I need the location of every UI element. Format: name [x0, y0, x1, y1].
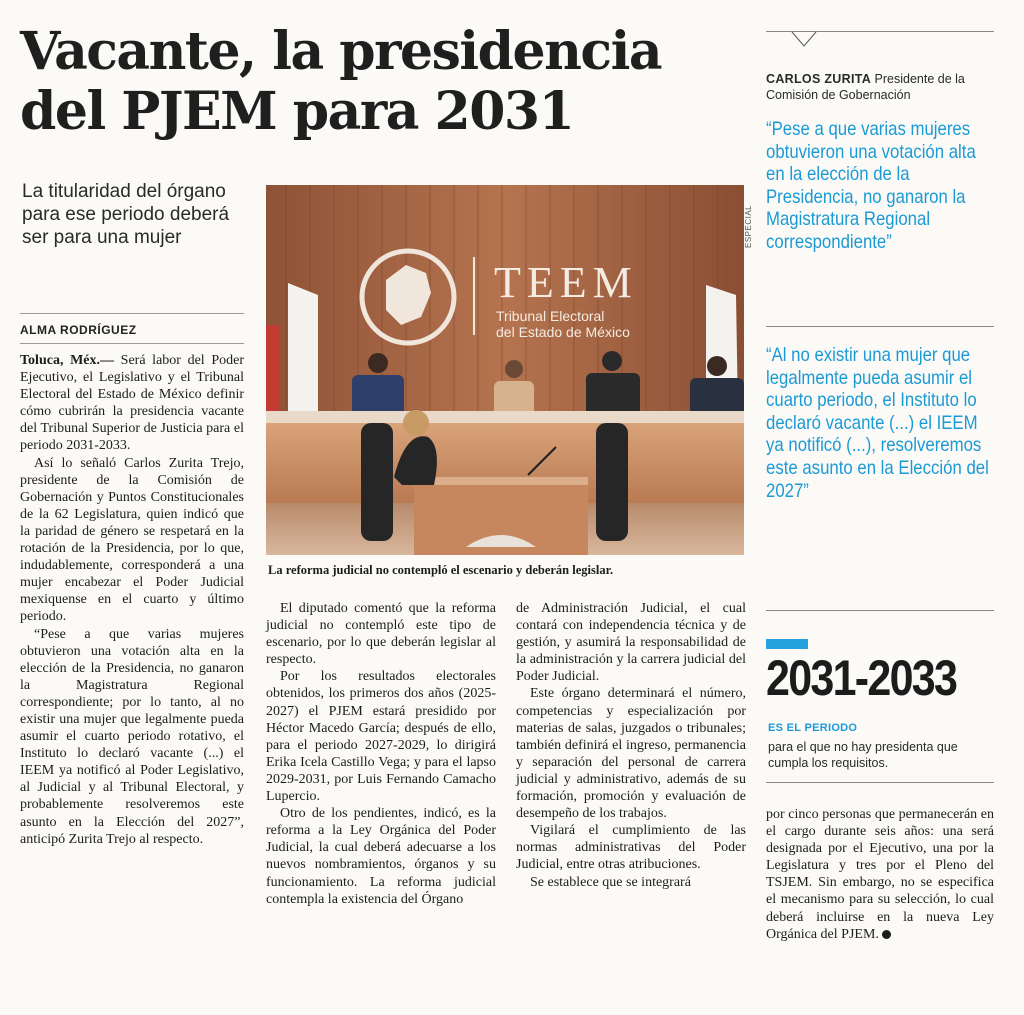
courtroom-photo — [266, 185, 744, 555]
quote-speaker — [766, 71, 994, 103]
paragraph: de Administración Judicial, el cual contará con independencia técnica y de gestión, y asumirá la responsabilidad de la administración y la carrera judicial del Poder Judicial. — [516, 601, 746, 685]
chevron-down-icon — [790, 31, 818, 49]
headline-line-1: Vacante, la presidencia — [20, 21, 662, 82]
factbox-rule — [766, 782, 994, 783]
logo-subtitle-1: Tribunal Electoral — [496, 308, 605, 324]
paragraph-text: Será labor del Poder Ejecutivo, el Legislativo y el Tribunal Electoral del Estado de México definir cómo cubrirán la presidencia vacante del Tribunal Superior de Justicia para el periodo 2031-2033. — [20, 353, 244, 454]
factbox-label: ES EL PERIODO — [768, 722, 858, 734]
article-column-4 — [766, 806, 994, 943]
paragraph: Otro de los pendientes, indicó, es la reforma a la Ley Orgánica del Poder Judicial, la cual deberá adecuarse a los nuevos nombramientos, órganos y su funcionamiento. La reforma judicial contempla la existencia del Órgano — [266, 806, 496, 907]
courtroom-photo-image — [266, 185, 744, 555]
paragraph: Por los resultados electorales obtenidos, los primeros dos años (2025-2027) el PJEM estará presidido por Héctor Macedo García; después de ello, para el periodo 2027-2029, lo dirigirá Erika Icela Castillo Vega; y para el lapso 2029-2031, por Luis Fernando Camacho Lupercio. — [266, 669, 496, 805]
paragraph: Así lo señaló Carlos Zurita Trejo, presidente de la Comisión de Gobernación y Puntos Constitucionales de la 62 Legislatura, quien indicó que la paridad de género se respetará en la rotación de la Presidencia, por lo que, indudablemente, corresponderá a una mujer encabezar el Poder Judicial mexiquense en el cuarto y último periodo. — [20, 455, 244, 625]
sidebar-rule — [766, 326, 994, 327]
paragraph: “Pese a que varias mujeres obtuvieron una votación alta en la elección de la Presidencia, no ganaron la Magistratura Regional correspondiente; por lo tanto, al no existir una mujer que legalmente pueda asumir el cuarto periodo rotativo, el Instituto lo declaró vacante (...) el IEEM ya notificó al Poder Legislativo, al Judicial y al Tribunal Electoral, y probablemente resolveremos este asunto en la Elección del 2027”, anticipó Zurita Trejo al respecto. — [20, 626, 244, 847]
deck-subtitle: La titularidad del órgano para ese periodo deberá ser para una mujer — [22, 181, 230, 248]
factbox-description: para el que no hay presidenta que cumpla los requisitos. — [768, 740, 958, 770]
headline — [20, 22, 750, 142]
factbox-number: 2031-2033 — [766, 650, 957, 706]
paragraph: El diputado comentó que la reforma judicial no contempló este tipo de escenario, por lo que deberán legislar al respecto. — [266, 601, 496, 668]
byline-rule — [20, 343, 244, 344]
pull-quote-1: “Pese a que varias mujeres obtuvieron una votación alta en la elección de la Presidencia, no ganaron la Magistratura Regional correspondiente” — [766, 118, 976, 253]
deck-rule — [20, 313, 244, 314]
sidebar-rule — [766, 610, 994, 611]
article-column-2 — [266, 600, 496, 908]
article-column-1 — [20, 352, 244, 848]
photo-credit: ESPECIAL — [744, 204, 753, 248]
dateline: Toluca, Méx.— — [20, 353, 115, 368]
factbox-accent-tab — [766, 639, 808, 649]
paragraph — [766, 806, 994, 943]
speaker-name: CARLOS ZURITA — [766, 72, 872, 86]
end-mark-icon — [882, 930, 891, 939]
paragraph: Este órgano determinará el número, competencias y especialización por materias de salas, juzgados o tribunales; también definirá el ingreso, permanencia y separación del personal de carrera judicial y administrativo, además de su formación, promoción y evaluación de desempeño de los trabajos. — [516, 686, 746, 822]
paragraph: Se establece que se integrará — [530, 874, 691, 890]
paragraph — [20, 352, 244, 455]
headline-line-2: del PJEM para 2031 — [20, 81, 574, 142]
photo-caption: La reforma judicial no contempló el escenario y deberán legislar. — [268, 563, 614, 577]
paragraph: Vigilará el cumplimiento de las normas administrativas del Poder Judicial, entre otras atribuciones. — [516, 823, 746, 873]
article-column-3 — [516, 600, 746, 891]
byline: ALMA RODRÍGUEZ — [20, 323, 137, 337]
pull-quote-2: “Al no existir una mujer que legalmente pueda asumir el cuarto periodo, el Instituto lo declaró vacante (...) el IEEM ya notificó (...), resolveremos este asunto en la Elección del 2027” — [766, 344, 989, 502]
paragraph-text: por cinco personas que permanecerán en el cargo durante seis años: una será designada por el Ejecutivo, una por la Legislatura y tres por el Pleno del TSJEM. Sin embargo, no se especifica el mecanismo para su selección, lo cual deberá incluirse en la nueva Ley Orgánica del PJEM. — [766, 807, 994, 942]
logo-subtitle-2: del Estado de México — [496, 324, 630, 340]
logo-text: TEEM — [494, 258, 638, 307]
speaker-role: Presidente de la Comisión de Gobernación — [766, 72, 965, 102]
